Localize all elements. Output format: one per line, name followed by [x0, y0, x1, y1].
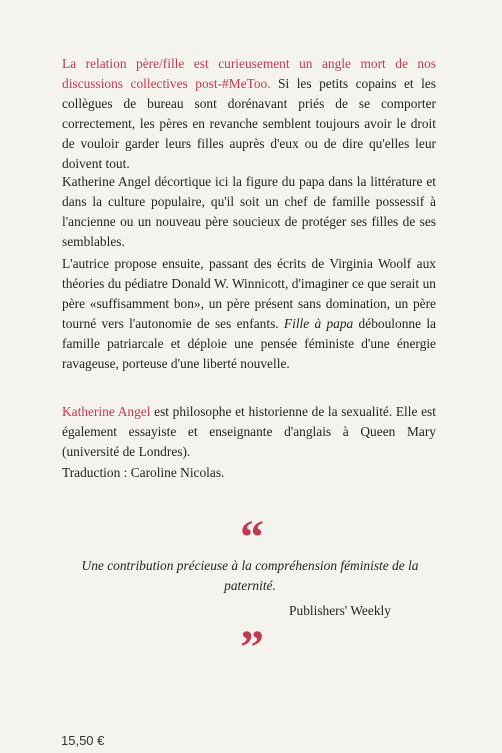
translation-credit: Traduction : Caroline Nicolas. [62, 465, 225, 480]
quote-source: Publishers' Weekly [289, 603, 391, 618]
author-name: Katherine Angel [62, 404, 151, 419]
blurb-highlight: La relation père/fille est curieusement un angle mort de nos discussions collectives post-#MeToo. [62, 56, 436, 91]
open-quote-mark: “ [240, 511, 264, 564]
author-bio-text: est philosophe et historienne de la sexualité. Elle est également essayiste et enseignante d'anglais à Queen Mary (université de Londres). [62, 404, 436, 459]
book-title: Fille à papa [283, 316, 354, 331]
blurb-paragraph-3 [62, 254, 436, 374]
press-quote: Une contribution précieuse à la compréhension féministe de la paternité. [81, 558, 419, 593]
blurb-paragraph-2: Katherine Angel décortique ici la figure du papa dans la littérature et dans la culture populaire, qu'il soit un chef de famille possessif à l'ancienne ou un nouveau père soucieux de protéger ses filles de ses semblables. [62, 174, 436, 249]
blurb-paragraph-3-part-2: déboulonne la famille patriarcale et déploie une pensée féministe d'une énergie ravageuse, porteuse d'une liberté nouvelle. [62, 316, 436, 371]
price-label: 15,50 € [61, 733, 105, 748]
author-bio [62, 402, 436, 462]
blurb-paragraph-1-text: Si les petits copains et les collègues de bureau sont dorénavant priés de se comporter correctement, les pères en revanche semblent toujours avoir le droit de vouloir garder leurs filles auprès d'eux ou de dire qu'elles leur doivent tout. [62, 76, 436, 171]
close-quote-mark: ” [240, 621, 264, 674]
blurb-paragraph-3-part-1: L'autrice propose ensuite, passant des écrits de Virginia Woolf aux théories du pédiatre Donald W. Winnicott, d'imaginer ce que serait un père «suffisamment bon», un père présent sans domination, un père tourné vers l'autonomie de ses enfants. [62, 256, 436, 331]
blurb-paragraph-1 [62, 54, 436, 174]
